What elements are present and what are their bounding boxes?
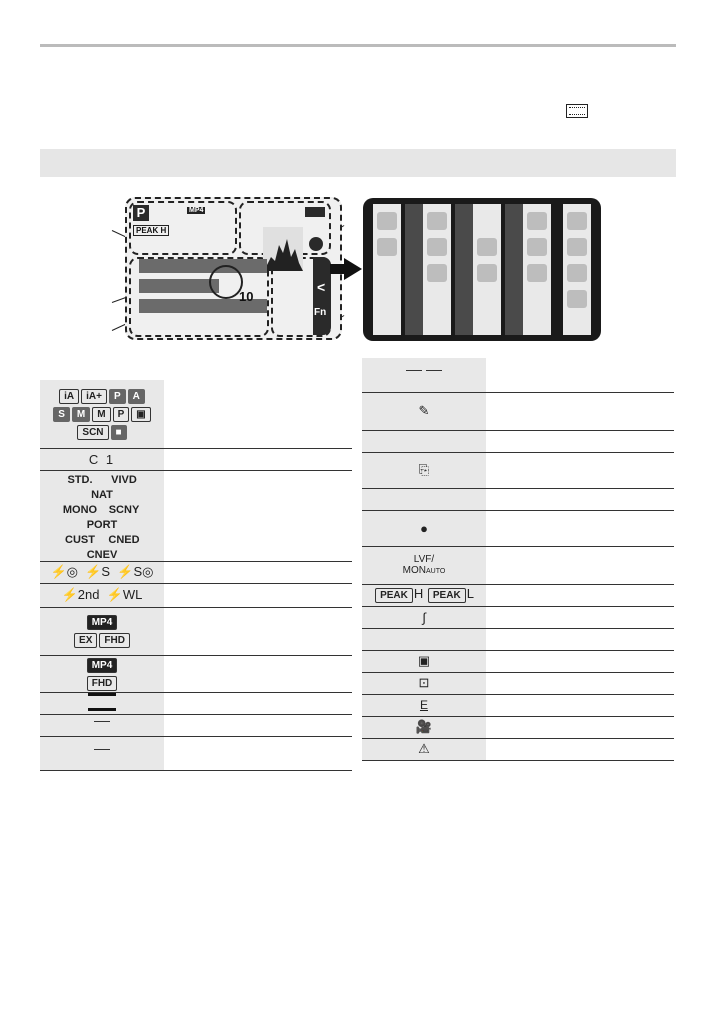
thin-frame-icon — [94, 721, 110, 730]
mode-indicator: P — [133, 205, 149, 221]
empty-icon-cell — [362, 488, 486, 510]
mode-icons-cell — [40, 380, 164, 448]
row-desc — [164, 448, 352, 470]
card-in-icon: ⎘ — [362, 452, 486, 488]
empty-icon-cell — [362, 430, 486, 452]
lvf-mon-cell — [362, 546, 486, 584]
qm-cell[interactable] — [427, 264, 447, 282]
mode-icon: iA — [59, 389, 79, 404]
photo-style-icon: MONO — [62, 503, 98, 516]
row-desc — [486, 694, 674, 716]
empty-icon-cell — [362, 628, 486, 650]
thin-frame-icon — [406, 370, 422, 379]
row-desc — [164, 583, 352, 607]
info-bar-2 — [139, 279, 219, 293]
format-icon: FHD — [87, 676, 118, 691]
qm-cell[interactable] — [567, 264, 587, 282]
af-area-icon — [209, 265, 243, 299]
lvf-label: LVF/ — [413, 553, 435, 565]
qm-cell[interactable] — [477, 238, 497, 256]
top-rule — [40, 44, 676, 47]
quick-menu-panel — [363, 198, 601, 341]
rec-format-cell — [40, 607, 164, 655]
flash-sync-cell — [40, 583, 164, 607]
photo-style-icon: PORT — [86, 518, 118, 531]
row-desc — [486, 672, 674, 694]
info-bar-1 — [139, 259, 267, 273]
record-icon: ● — [362, 510, 486, 546]
fn-button[interactable]: Fn — [314, 307, 327, 318]
thin-frame-icon — [94, 749, 110, 758]
peak-level: L — [466, 586, 474, 601]
camera-screen-diagram — [125, 197, 342, 340]
battery-icon — [305, 207, 325, 217]
thin-frame-icon — [426, 370, 442, 379]
format-icon: MP4 — [87, 615, 118, 630]
qm-cell[interactable] — [527, 212, 547, 230]
mode-icon: S — [53, 407, 70, 422]
auto-label: AUTO — [426, 567, 446, 575]
qm-cell[interactable] — [377, 212, 397, 230]
mode-icon: M — [92, 407, 110, 422]
histogram — [263, 227, 303, 271]
format-icon: EX — [74, 633, 97, 648]
mode-icon: P — [109, 389, 126, 404]
peaking-indicator: PEAK H — [133, 225, 169, 236]
section-band — [40, 149, 676, 177]
row-desc — [164, 714, 352, 736]
right-icon-table — [362, 358, 674, 761]
mon-label: MON — [402, 564, 426, 576]
row-desc — [486, 628, 674, 650]
qm-cell[interactable] — [567, 238, 587, 256]
row-desc — [486, 716, 674, 738]
right-arrow-icon — [344, 258, 362, 280]
flash-mode-cell — [40, 561, 164, 583]
side-tab-strip — [313, 257, 331, 335]
photo-style-icon: STD. — [67, 473, 93, 486]
record-dot-icon — [309, 237, 323, 251]
thick-frame-cell — [40, 692, 164, 714]
qm-cell[interactable] — [427, 238, 447, 256]
mp4-badge: MP4 — [189, 207, 204, 214]
format-icon: FHD — [99, 633, 130, 648]
qm-cell[interactable] — [477, 264, 497, 282]
mode-icon: M — [72, 407, 90, 422]
photo-style-icon: SCNY — [108, 503, 140, 516]
thin-frame-cell — [40, 714, 164, 736]
row-desc — [486, 488, 674, 510]
side-tab-arrow[interactable]: < — [317, 279, 326, 295]
peak-icon: PEAK — [375, 588, 413, 603]
mode-icon: iA+ — [81, 389, 107, 404]
row-desc — [164, 692, 352, 714]
mode-icon: SCN — [77, 425, 108, 440]
row-desc — [486, 738, 674, 760]
qm-cell[interactable] — [377, 238, 397, 256]
movie-photo-icon: 🎥 — [362, 716, 486, 738]
row-desc — [486, 546, 674, 584]
mode-icon: A — [128, 389, 145, 404]
flash-icon: ⚡S — [85, 564, 111, 579]
row-desc — [486, 452, 674, 488]
mode-icon: ■ — [111, 425, 127, 440]
row-desc — [486, 430, 674, 452]
photo-style-icon: NAT — [91, 488, 113, 501]
qm-cell[interactable] — [567, 290, 587, 308]
qm-cell[interactable] — [567, 212, 587, 230]
format-icon: MP4 — [87, 658, 118, 673]
photo-style-icon: CNEV — [86, 548, 118, 561]
row-desc — [486, 392, 674, 430]
left-icon-table — [40, 380, 352, 771]
row-desc — [164, 380, 352, 448]
curve-icon: ∫ — [362, 606, 486, 628]
photo-style-icon: CNED — [108, 533, 140, 546]
burst-count: 10 — [239, 289, 254, 304]
row-desc — [164, 736, 352, 770]
frame-pair-cell — [362, 358, 486, 392]
row-desc — [486, 358, 674, 392]
frame-guide-icon — [566, 104, 588, 118]
thin-frame-cell — [40, 736, 164, 770]
flash-icon: ⚡2nd — [61, 587, 100, 602]
row-desc — [164, 607, 352, 655]
row-desc — [486, 650, 674, 672]
qm-cell[interactable] — [427, 212, 447, 230]
photo-style-icon: CUST — [65, 533, 95, 546]
row-desc — [486, 584, 674, 606]
peaking-cell — [362, 584, 486, 606]
double-frame-icon: ▣ — [362, 650, 486, 672]
rec-quality-cell — [40, 655, 164, 692]
row-desc — [486, 606, 674, 628]
row-desc — [164, 470, 352, 561]
photo-style-icon: VIVD — [111, 473, 137, 486]
peak-level: H — [413, 586, 424, 601]
e-label-icon: E — [362, 694, 486, 716]
thick-frame-icon — [88, 693, 116, 711]
custom-mode-icon: C 1 — [40, 448, 164, 470]
peak-icon: PEAK — [428, 588, 466, 603]
flash-icon: ⚡S◎ — [117, 564, 154, 579]
creative-control-icon: ✎ — [362, 392, 486, 430]
flash-icon: ⚡WL — [106, 587, 143, 602]
qm-cell[interactable] — [527, 264, 547, 282]
mode-icon: P — [113, 407, 130, 422]
flash-icon: ⚡◎ — [50, 564, 78, 579]
row-desc — [486, 510, 674, 546]
row-desc — [164, 655, 352, 692]
qm-cell[interactable] — [527, 238, 547, 256]
warning-triangle-icon: ⚠ — [362, 738, 486, 760]
row-desc — [164, 561, 352, 583]
zoom-frame-icon: ⊡ — [362, 672, 486, 694]
photo-style-cell — [40, 470, 164, 561]
mode-icon: ▣ — [131, 407, 150, 422]
